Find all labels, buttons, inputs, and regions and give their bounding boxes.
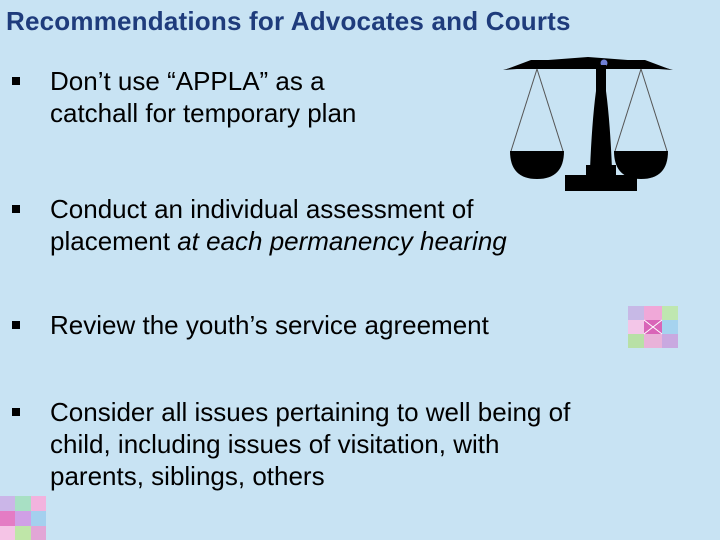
bullet-text-3 — [50, 309, 489, 341]
quilt-pattern-icon — [628, 306, 678, 348]
bullet-line: child, including issues of visitation, with — [50, 429, 500, 459]
slide-title: Recommendations for Advocates and Courts — [6, 6, 571, 36]
bullet-line-italic: at each permanency hearing — [177, 226, 507, 256]
bullet-line: parents, siblings, others — [50, 461, 325, 491]
bullet-marker — [12, 408, 20, 416]
bullet-line: catchall for temporary plan — [50, 98, 357, 128]
bullet-line-plain: placement — [50, 226, 178, 256]
quilt-pattern-icon — [0, 496, 46, 540]
bullet-text-4 — [50, 396, 570, 492]
scales-of-justice-icon — [503, 51, 673, 196]
bullet-text-1 — [50, 65, 356, 129]
bullet-line: Don’t use “APPLA” as a — [50, 66, 325, 96]
bullet-line: Consider all issues pertaining to well being of — [50, 397, 571, 427]
bullet-line: Review the youth’s service agreement — [50, 310, 489, 340]
bullet-marker — [12, 321, 20, 329]
bullet-marker — [12, 77, 20, 85]
bullet-line: Conduct an individual assessment of — [50, 194, 474, 224]
bullet-marker — [12, 205, 20, 213]
bullet-line — [50, 225, 507, 257]
bullet-text-2 — [50, 193, 507, 257]
